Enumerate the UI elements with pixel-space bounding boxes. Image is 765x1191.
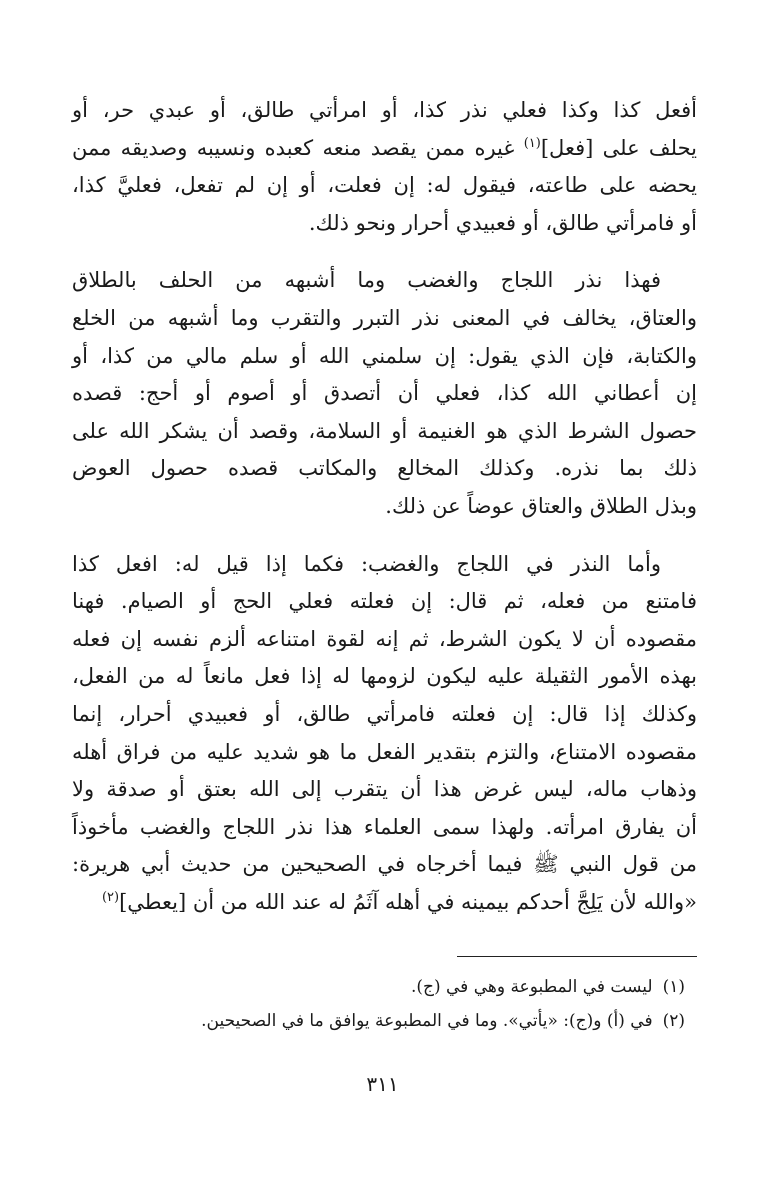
footnote-number: (٢) [662, 1011, 685, 1031]
footnote-divider [457, 956, 697, 957]
footnote-2 [80, 1004, 685, 1038]
text-line: مقصوده الامتناع، والتزم بتقدير الفعل ما هو شديد عليه من فراق أهله [72, 739, 697, 764]
text-line: فامتنع من فعله، ثم قال: إن فعلته فعلي الحج أو الصيام. فهنا [72, 589, 697, 614]
text-line: أفعل كذا وكذا فعلي نذر كذا، أو امرأتي طالق، أو عبدي حر، أو [72, 98, 697, 122]
text-line: والعتاق، يخالف في المعنى نذر التبرر والتقرب وما أشبهه من الخلع [72, 305, 697, 330]
text-segment: «والله لأن يَلِجَّ أحدكم بيمينه في أهله آثَمُ له عند الله من أن [يعطي] [119, 889, 697, 914]
text-line: وأما النذر في اللجاج والغضب: فكما إذا قيل له: افعل كذا [72, 551, 661, 576]
text-line: ذلك بما نذره. وكذلك المخالع والمكاتب قصده حصول العوض [72, 456, 697, 481]
footnote-number: (١) [662, 977, 685, 997]
text-segment: غيره ممن يقصد منعه كعبده ونسيبه وصديقه ممن [72, 135, 524, 160]
text-line: من قول النبي ﷺ فيما أخرجاه في الصحيحين من حديث أبي هريرة: [72, 852, 697, 877]
footnotes [80, 970, 685, 1038]
footnote-1 [80, 970, 685, 1004]
text-line: أن يفارق امرأته. ولهذا سمى العلماء هذا نذر اللجاج والغضب مأخوذاً [72, 814, 697, 839]
text-line: يحضه على طاعته، فيقول له: إن فعلت، أو إن لم تفعل، فعليَّ كذا، [72, 173, 697, 198]
paragraph-1 [72, 92, 697, 242]
text-line: مقصوده أن لا يكون الشرط، ثم إنه لقوة امتناعه ألزم نفسه إن فعله [72, 626, 697, 651]
text-line [72, 130, 697, 168]
footnote-text: ليست في المطبوعة وهي في (ج). [410, 977, 653, 997]
paragraph-2 [72, 262, 697, 525]
footnote-text: في (أ) و(ج): «يأتي». وما في المطبوعة يوافق ما في الصحيحين. [201, 1011, 653, 1031]
text-line: وبذل الطلاق والعتاق عوضاً عن ذلك. [385, 493, 697, 518]
text-line: والكتابة، فإن الذي يقول: إن سلمني الله أو سلم مالي من كذا، أو [72, 343, 697, 368]
text-line: إن أعطاني الله كذا، فعلي أن أتصدق أو أصوم أو أحج: قصده [72, 381, 697, 406]
text-segment: يحلف على [فعل] [540, 135, 698, 160]
text-line: أو فامرأتي طالق، أو فعبيدي أحرار ونحو ذلك. [308, 210, 697, 235]
text-line [72, 884, 697, 922]
text-line: حصول الشرط الذي هو الغنيمة أو السلامة، وقصد أن يشكر الله على [72, 418, 697, 443]
paragraph-3 [72, 546, 697, 922]
text-line: وكذلك إذا قال: إن فعلته فامرأتي طالق، أو فعبيدي أحرار، إنما [72, 701, 697, 726]
page-number: ٣١١ [366, 1072, 399, 1096]
main-text [72, 92, 697, 921]
footnote-ref-2: (٢) [101, 889, 120, 905]
text-line: بهذه الأمور الثقيلة عليه ليكون لزومها له إذا فعل مانعاً له من الفعل، [72, 664, 697, 689]
text-line: وذهاب ماله، ليس غرض هذا أن يتقرب إلى الله بعتق أو صدقة ولا [72, 777, 697, 802]
text-line: فهذا نذر اللجاج والغضب وما أشبهه من الحلف بالطلاق [72, 268, 661, 293]
footnote-ref-1: (١) [523, 135, 541, 151]
